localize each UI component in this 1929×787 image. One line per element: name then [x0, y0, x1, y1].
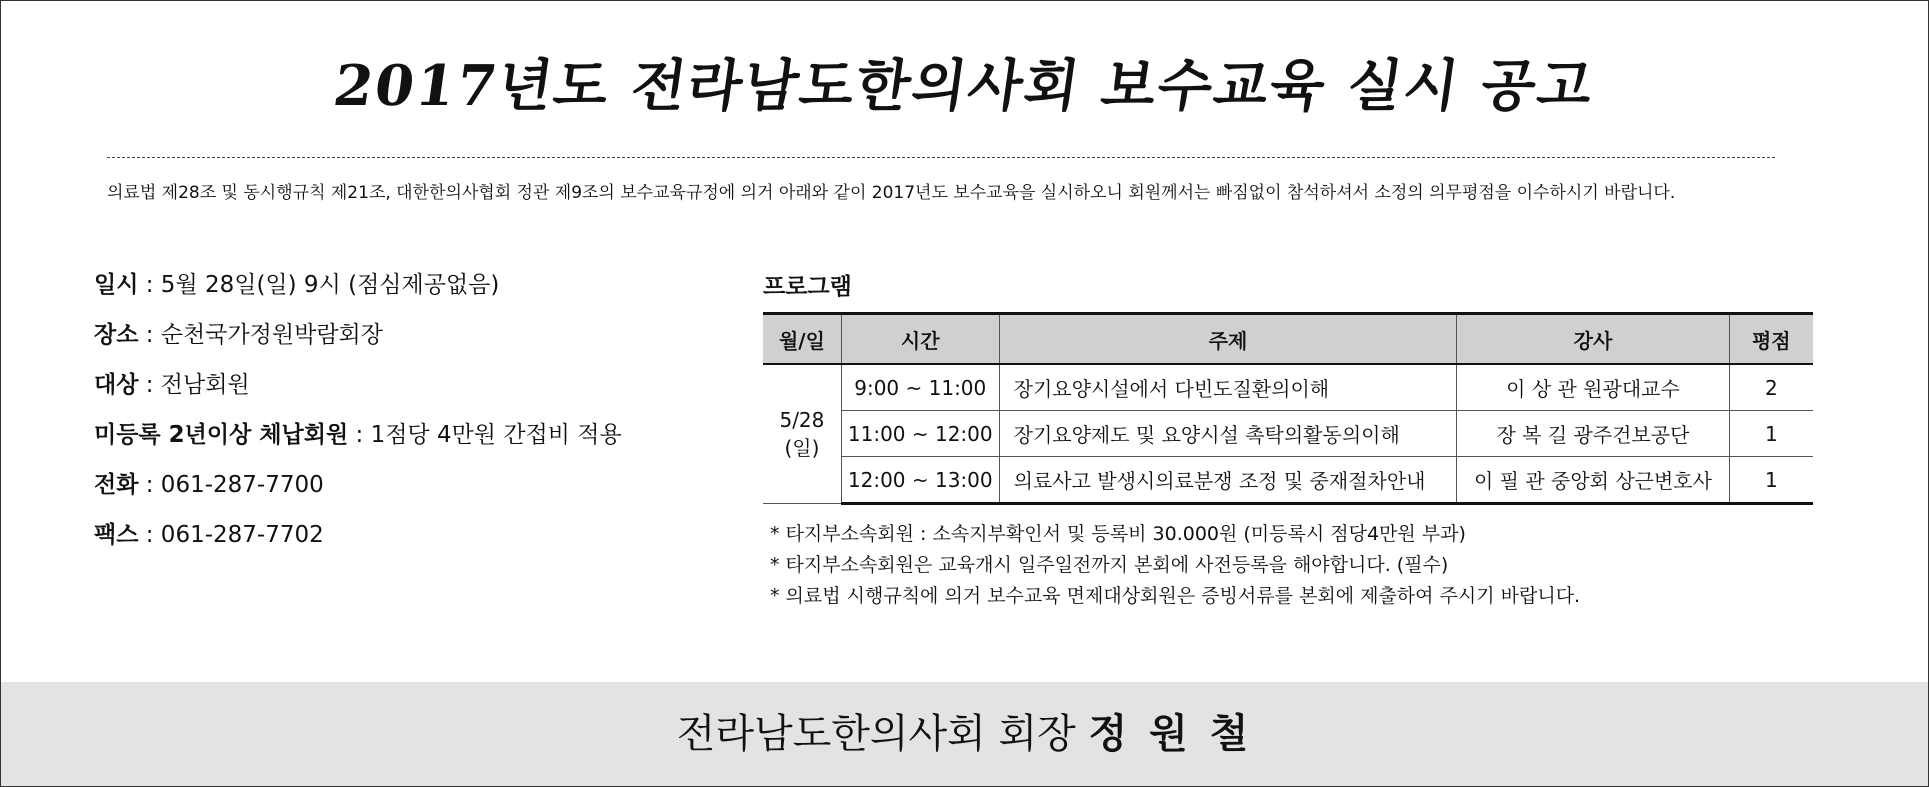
header-topic: 주제: [999, 314, 1457, 365]
footer-org: 전라남도한의사회 회장: [676, 711, 1089, 757]
info-label: 미등록 2년이상 체납회원: [94, 422, 349, 448]
info-value: : 5월 28일(일) 9시 (점심제공없음): [138, 272, 500, 298]
table-row: [763, 411, 1813, 457]
info-label: 팩스: [94, 522, 139, 548]
header-lecturer: 강사: [1457, 314, 1729, 365]
table-header-row: [763, 314, 1813, 365]
footer-signature: [1, 682, 1928, 786]
header-credit: 평점: [1729, 314, 1813, 365]
info-label: 일시: [94, 272, 139, 298]
info-value: : 061-287-7700: [138, 472, 324, 498]
info-value: : 순천국가정원박람회장: [138, 322, 383, 348]
info-row-date: [94, 266, 622, 316]
date-value: 5/28: [779, 407, 825, 432]
date-cell: [763, 364, 841, 504]
note-item: * 의료법 시행규칙에 의거 보수교육 면제대상회원은 증빙서류를 본회에 제출하여 주시기 바랍니다.: [770, 585, 1581, 607]
topic-cell: 장기요양제도 및 요양시설 촉탁의활동의이해: [999, 411, 1457, 457]
info-row-place: [94, 316, 622, 366]
info-value: : 061-287-7702: [138, 522, 324, 548]
header-date: 월/일: [763, 314, 841, 365]
table-row: [763, 364, 1813, 411]
program-table: [763, 312, 1813, 505]
note-item: * 타지부소속회원은 교육개시 일주일전까지 본회에 사전등록을 해야합니다. (필수): [770, 554, 1449, 576]
info-label: 장소: [94, 322, 139, 348]
time-cell: 9:00 ~ 11:00: [841, 364, 999, 411]
credit-cell: 1: [1729, 411, 1813, 457]
topic-cell: 장기요양시설에서 다빈도질환의이해: [999, 364, 1457, 411]
time-cell: 11:00 ~ 12:00: [841, 411, 999, 457]
info-row-phone: [94, 466, 622, 516]
note-item: * 타지부소속회원 : 소속지부확인서 및 등록비 30.000원 (미등록시 점당4만원 부과): [770, 523, 1466, 545]
info-label: 전화: [94, 472, 139, 498]
program-title: 프로그램: [763, 274, 852, 300]
info-label: 대상: [94, 372, 139, 398]
topic-cell: 의료사고 발생시의료분쟁 조정 및 중재절차안내: [999, 457, 1457, 504]
info-row-unregistered: [94, 416, 622, 466]
notice-title: 2017년도 전라남도한의사회 보수교육 실시 공고: [329, 53, 1599, 119]
info-row-fax: [94, 516, 622, 566]
lecturer-cell: 이 상 관 원광대교수: [1457, 364, 1729, 411]
intro-text: 의료법 제28조 및 동시행규칙 제21조, 대한한의사협회 정관 제9조의 보수교육규정에 의거 아래와 같이 2017년도 보수교육을 실시하오니 회원께서는 빠짐없이 참석하셔서 소정의 의무평점을 이수하시기 바랍니다.: [107, 183, 1676, 203]
table-row: [763, 457, 1813, 504]
lecturer-cell: 장 복 길 광주건보공단: [1457, 411, 1729, 457]
info-value: : 전남회원: [138, 372, 250, 398]
footer-president-name: 정 원 철: [1088, 711, 1253, 757]
time-cell: 12:00 ~ 13:00: [841, 457, 999, 504]
divider: [107, 157, 1775, 158]
header-time: 시간: [841, 314, 999, 365]
date-weekday: (일): [784, 435, 820, 460]
credit-cell: 1: [1729, 457, 1813, 504]
info-list: [94, 266, 622, 566]
lecturer-cell: 이 필 관 중앙회 상근변호사: [1457, 457, 1729, 504]
notes-list: [770, 519, 1580, 612]
credit-cell: 2: [1729, 364, 1813, 411]
info-value: : 1점당 4만원 간접비 적용: [348, 422, 622, 448]
info-row-target: [94, 366, 622, 416]
